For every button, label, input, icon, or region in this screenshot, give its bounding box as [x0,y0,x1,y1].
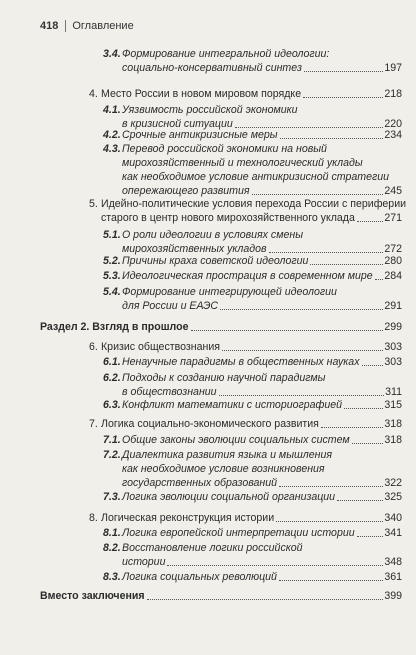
toc-entry-line [122,185,402,198]
toc-entry-line [101,212,402,225]
toc-entry-number: 4. [89,88,98,100]
toc-entry-line[interactable] [89,198,407,211]
leader-dots [303,97,383,98]
toc-page-number: 272 [384,243,402,255]
toc-entry-title: Срочные антикризисные меры [122,129,278,141]
toc-page-number: 341 [384,527,402,539]
toc-entry-title: Место России в новом мировом порядке [101,88,302,100]
toc-entry-number: 5.3. [103,270,121,282]
toc-entry-title: Ненаучные парадигмы в общественных науках [122,356,360,368]
toc-page-number: 348 [384,556,402,568]
leader-dots [222,350,383,351]
toc-entry-number: 7.1. [103,434,121,446]
toc-page-number: 311 [385,386,402,398]
toc-entry-line[interactable] [89,341,402,354]
toc-entry-line [122,463,325,476]
toc-entry-title: Логика социально-экономического развития [101,418,319,430]
toc-entry-title: Идеологическая прострация в современном мире [122,270,373,282]
toc-entry-line[interactable] [103,48,330,61]
leader-dots [147,599,384,600]
toc-entry-title: как необходимое условие возникновения [122,463,325,475]
toc-entry-line [122,300,402,313]
page-number: 418 [40,20,59,32]
running-header [40,20,134,32]
leader-dots [352,443,384,444]
toc-entry-line[interactable] [103,143,327,156]
toc-entry-line [122,556,402,569]
leader-dots [357,221,383,222]
toc-entry-line [122,386,402,399]
toc-entry-title: Логика эволюции социальной организации [122,491,336,503]
toc-entry-line[interactable] [103,255,402,268]
toc-entry-title: Идейно-политические условия перехода России с периферии [101,198,407,210]
toc-page-number: 284 [384,270,402,282]
toc-entry-number: 5.1. [103,229,121,241]
toc-entry-title: социально-консервативный синтез [122,62,302,74]
toc-page-number: 291 [384,300,402,312]
toc-entry-number: 5.4. [103,286,121,298]
leader-dots [344,408,383,409]
toc-entry-number: 5. [89,198,98,210]
toc-entry-title: Раздел 2. Взгляд в прошлое [40,321,189,333]
toc-entry-number: 3.4. [103,48,121,60]
leader-dots [375,279,384,280]
toc-page-number: 361 [384,571,402,583]
toc-entry-title: Восстановление логики российской [122,542,303,554]
toc-entry-title: мирохозяйственных укладов [122,243,267,255]
toc-entry-line [122,477,402,490]
toc-entry-line[interactable] [89,512,402,525]
toc-entry-line [122,157,363,170]
toc-entry-title: Логика европейской интерпретации истории [122,527,355,539]
toc-page-number: 340 [384,512,402,524]
toc-entry-title: как необходимое условие антикризисной стратегии [122,171,389,183]
header-section-title: Оглавление [72,20,134,32]
toc-entry-title: Кризис обществознания [101,341,220,353]
toc-entry-line[interactable] [103,286,337,299]
toc-entry-number: 4.1. [103,104,121,116]
toc-entry-title: Вместо заключения [40,590,145,602]
leader-dots [276,521,383,522]
leader-dots [219,395,385,396]
toc-page-number: 280 [384,255,402,267]
toc-entry-number: 6.3. [103,399,121,411]
toc-page-number: 271 [384,212,402,224]
toc-entry-line[interactable] [103,542,303,555]
toc-page-number: 218 [384,88,402,100]
toc-entry-number: 7.3. [103,491,121,503]
toc-entry-line[interactable] [103,571,402,584]
leader-dots [167,565,383,566]
toc-entry-number: 7. [89,418,98,430]
toc-entry-title: в обществознании [122,386,217,398]
toc-entry-line[interactable] [40,590,402,603]
leader-dots [310,264,383,265]
toc-entry-line [122,62,402,75]
leader-dots [337,500,383,501]
toc-entry-title: для России и ЕАЭС [122,300,219,312]
toc-page-number: 318 [384,418,402,430]
toc-entry-line[interactable] [103,527,402,540]
toc-entry-title: Формирование интегрирующей идеологии [122,286,337,298]
toc-page-number: 322 [384,477,402,489]
toc-entry-title: опережающего развития [122,185,250,197]
toc-page-number: 299 [384,321,402,333]
leader-dots [220,309,383,310]
toc-page-number: 220 [384,118,402,130]
toc-entry-title: Формирование интегральной идеологии: [122,48,330,60]
toc-entry-number: 8.1. [103,527,121,539]
toc-entry-title: Уязвимость российской экономики [122,104,298,116]
toc-page-number: 303 [384,356,402,368]
toc-entry-number: 6.1. [103,356,121,368]
toc-entry-line[interactable] [103,434,402,447]
toc-entry-title: мирохозяйственный и технологический уклады [122,157,363,169]
toc-entry-number: 8. [89,512,98,524]
leader-dots [357,536,384,537]
toc-entry-line[interactable] [103,399,402,412]
toc-entry-number: 4.2. [103,129,121,141]
header-divider [65,20,66,32]
toc-entry-title: старого в центр нового мирохозяйственного уклада [101,212,355,224]
leader-dots [321,427,383,428]
toc-entry-title: Общие законы эволюции социальных систем [122,434,350,446]
toc-entry-number: 5.2. [103,255,121,267]
toc-page-number: 303 [384,341,402,353]
leader-dots [280,138,384,139]
toc-entry-number: 4.3. [103,143,121,155]
toc-entry-title: в кризисной ситуации [122,118,233,130]
leader-dots [191,330,384,331]
toc-entry-title: Логика социальных революций [122,571,277,583]
leader-dots [269,252,384,253]
toc-page-number: 399 [384,590,402,602]
toc-entry-number: 6.2. [103,372,121,384]
toc-page-number: 245 [384,185,402,197]
leader-dots [362,365,384,366]
toc-entry-number: 8.3. [103,571,121,583]
toc-entry-title: Логическая реконструкция истории [101,512,275,524]
toc-entry-line[interactable] [103,356,402,369]
toc-entry-line[interactable] [89,418,402,431]
toc-entry-line [122,171,389,184]
toc-entry-line[interactable] [103,372,326,385]
toc-entry-line[interactable] [103,491,402,504]
toc-entry-title: О роли идеологии в условиях смены [122,229,303,241]
toc-entry-title: Диалектика развития языка и мышления [122,449,333,461]
toc-entry-number: 6. [89,341,98,353]
toc-entry-title: Причины краха советской идеологии [122,255,309,267]
toc-entry-number: 7.2. [103,449,121,461]
toc-page-number: 234 [384,129,402,141]
toc-entry-title: истории [122,556,166,568]
toc-entry-line[interactable] [103,449,333,462]
leader-dots [279,580,383,581]
toc-entry-title: Конфликт математики с историографией [122,399,343,411]
toc-entry-title: государственных образований [122,477,278,489]
toc-page-number: 318 [384,434,402,446]
toc-entry-line[interactable] [103,229,303,242]
toc-page-number: 197 [384,62,402,74]
toc-entry-line[interactable] [103,104,298,117]
toc-entry-line[interactable] [103,129,402,142]
toc-entry-line[interactable] [89,88,402,101]
toc-entry-line[interactable] [40,321,402,334]
toc-page-number: 315 [384,399,402,411]
toc-entry-title: Перевод российской экономики на новый [122,143,327,155]
toc-entry-line[interactable] [103,270,402,283]
toc-page-number: 325 [384,491,402,503]
toc-entry-number: 8.2. [103,542,121,554]
toc-entry-title: Подходы к созданию научной парадигмы [122,372,326,384]
leader-dots [279,486,383,487]
leader-dots [235,127,384,128]
leader-dots [252,194,384,195]
leader-dots [304,71,383,72]
